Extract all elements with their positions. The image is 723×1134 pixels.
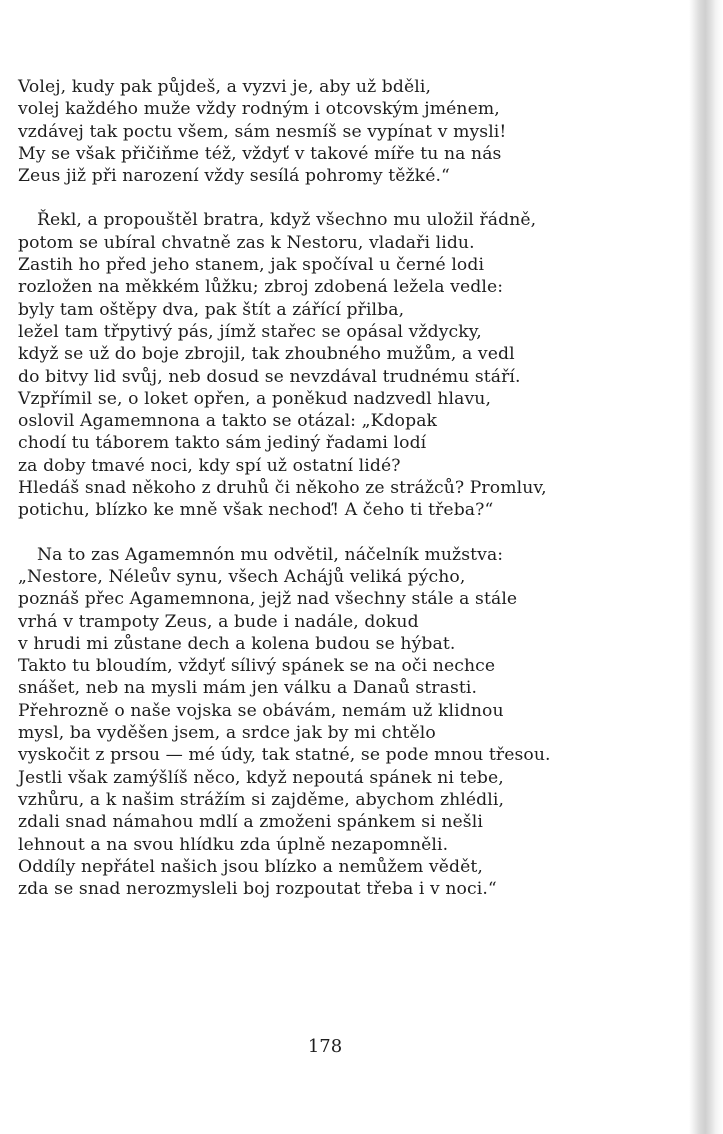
verse-line: vzhůru, a k našim strážím si zajděme, abychom zhlédli, [18, 789, 505, 810]
stanza-1 [18, 76, 618, 187]
verse-line: ležel tam třpytivý pás, jímž stařec se opásal vždycky, [18, 321, 482, 342]
verse-line: volej každého muže vždy rodným i otcovským jménem, [18, 99, 500, 120]
verse-line: „Nestore, Néleův synu, všech Achájů veliká pýcho, [18, 566, 466, 587]
verse-line: Takto tu bloudím, vždyť sílivý spánek se na oči nechce [18, 656, 496, 677]
verse-line: zdali snad námahou mdlí a zmoženi spánkem si nešli [18, 812, 483, 833]
verse-line: My se však přičiňme též, vždyť v takové míře tu na nás [18, 143, 502, 164]
verse-line: Zeus již při narození vždy sesílá pohromy těžké.“ [18, 166, 450, 187]
verse-line: Řekl, a propouštěl bratra, když všechno mu uložil řádně, [37, 210, 537, 231]
stanza-3 [18, 544, 618, 901]
verse-line: potom se ubíral chvatně zas k Nestoru, vladaři lidu. [18, 232, 475, 253]
verse-line: v hrudi mi zůstane dech a kolena budou se hýbat. [18, 633, 456, 654]
stanza-2 [18, 209, 618, 521]
verse-line: oslovil Agamemnona a takto se otázal: „Kdopak [18, 411, 438, 432]
verse-line: vyskočit z prsou — mé údy, tak statné, se pode mnou třesou. [18, 745, 551, 766]
verse-line: Přehrozně o naše vojska se obávám, nemám už klidnou [18, 700, 504, 721]
poem-text [18, 76, 618, 900]
verse-line: za doby tmavé noci, kdy spí už ostatní lidé? [18, 455, 401, 476]
verse-line: snášet, neb na mysli mám jen válku a Danaů strasti. [18, 678, 478, 699]
verse-line: Jestli však zamýšlíš něco, když nepoutá spánek ni tebe, [18, 767, 504, 788]
verse-line: byly tam oštěpy dva, pak štít a zářící přilba, [18, 299, 405, 320]
verse-line: Zastih ho před jeho stanem, jak spočíval u černé lodi [18, 255, 485, 276]
verse-line: lehnout a na svou hlídku zda úplně nezapomněli. [18, 834, 449, 855]
verse-line: když se už do boje zbrojil, tak zhoubného mužům, a vedl [18, 344, 515, 365]
verse-line: mysl, ba vyděšen jsem, a srdce jak by mi chtělo [18, 723, 436, 744]
verse-line: Volej, kudy pak půjdeš, a vyzvi je, aby už bděli, [18, 77, 432, 97]
verse-line: Hledáš snad někoho z druhů či někoho ze strážců? Promluv, [18, 478, 547, 499]
verse-line: Vzpřímil se, o loket opřen, a poněkud nadzvedl hlavu, [18, 388, 492, 409]
page-gutter-shadow [689, 0, 723, 1134]
verse-line: vrhá v trampoty Zeus, a bude i nadále, dokud [18, 611, 419, 632]
verse-line: potichu, blízko ke mně však nechoď! A čeho ti třeba?“ [18, 500, 494, 521]
verse-line: poznáš přec Agamemnona, jejž nad všechny stále a stále [18, 589, 518, 610]
verse-line: Oddíly nepřátel našich jsou blízko a nemůžem vědět, [18, 856, 483, 877]
verse-line: do bitvy lid svůj, neb dosud se nevzdával trudnému stáří. [18, 366, 521, 387]
verse-line: chodí tu táborem takto sám jediný řadami lodí [18, 433, 427, 454]
verse-line: rozložen na měkkém lůžku; zbroj zdobená ležela vedle: [18, 277, 504, 298]
page-number: 178 [307, 1036, 343, 1057]
verse-line: zda se snad nerozmysleli boj rozpoutat třeba i v noci.“ [18, 879, 497, 900]
verse-line: Na to zas Agamemnón mu odvětil, náčelník mužstva: [37, 544, 504, 565]
verse-line: vzdávej tak poctu všem, sám nesmíš se vypínat v mysli! [18, 121, 507, 142]
